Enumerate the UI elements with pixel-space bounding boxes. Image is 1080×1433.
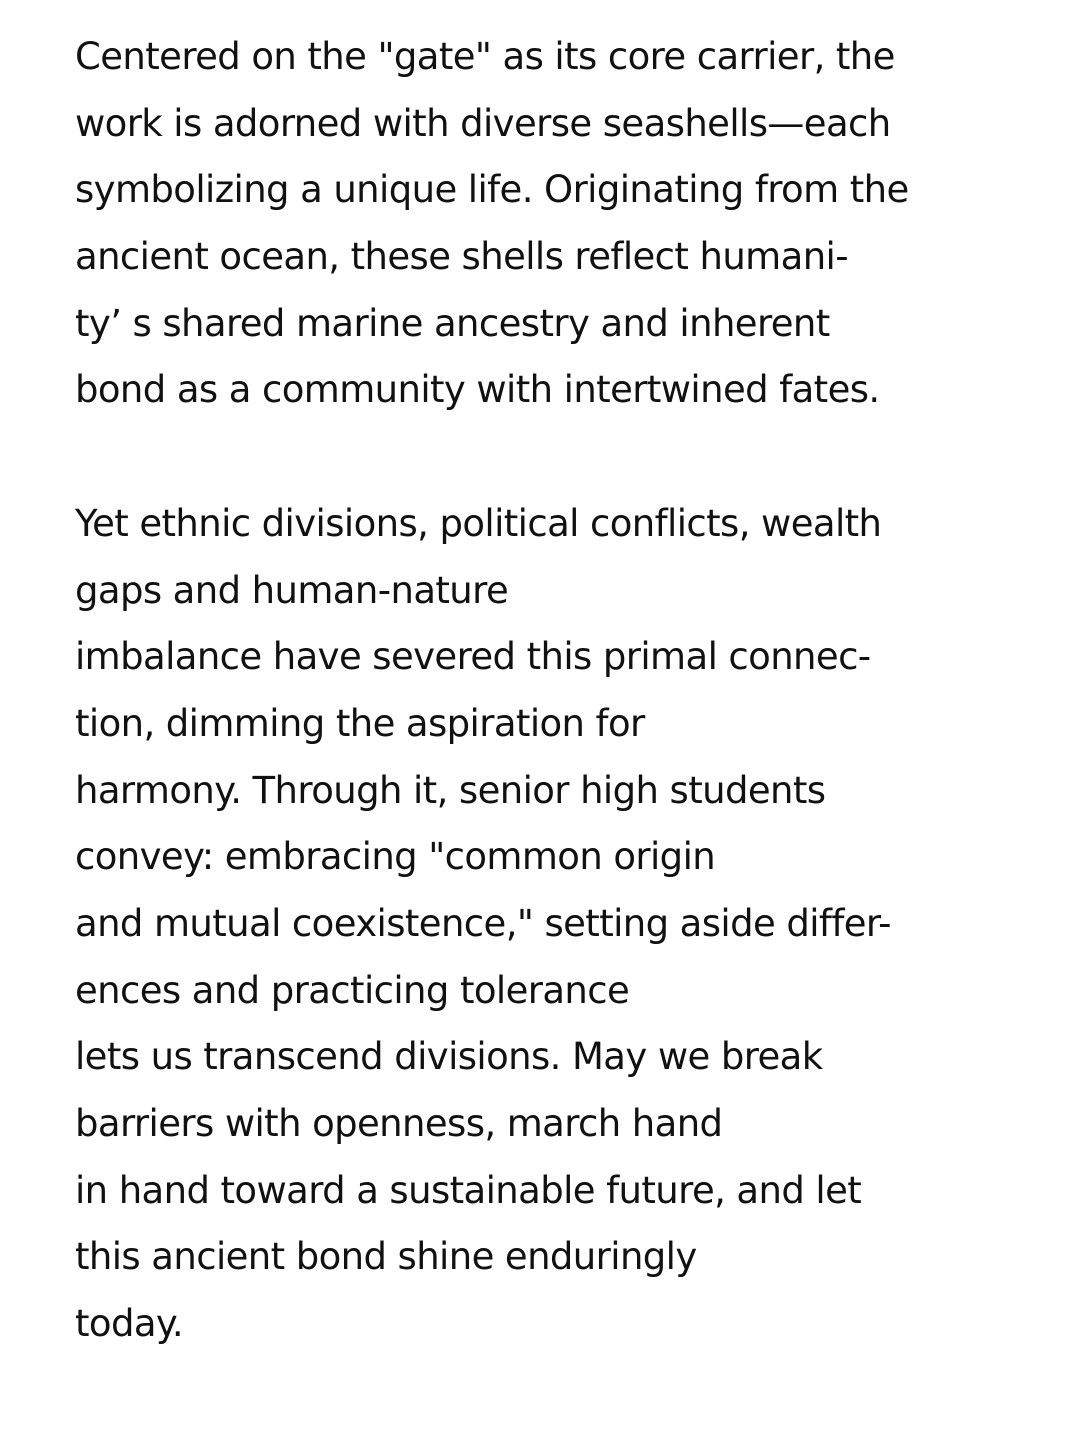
text-line: harmony. Through it, senior high students xyxy=(75,768,826,812)
text-line: Yet ethnic divisions, political conflicts, wealth xyxy=(75,501,882,545)
text-line: and mutual coexistence," setting aside differ- xyxy=(75,901,891,945)
text-line: ences and practicing tolerance xyxy=(75,968,630,1012)
text-line: work is adorned with diverse seashells—each xyxy=(75,101,891,145)
text-line: Centered on the "gate" as its core carrier, the xyxy=(75,35,895,78)
text-line: ty’ s shared marine ancestry and inherent xyxy=(75,301,830,345)
text-line: convey: embracing "common origin xyxy=(75,835,716,879)
paragraph-2 xyxy=(75,491,1035,1358)
text-line: imbalance have severed this primal connec- xyxy=(75,635,871,679)
text-line: gaps and human-nature xyxy=(75,568,509,612)
text-line: symbolizing a unique life. Originating from the xyxy=(75,168,909,212)
text-line: today. xyxy=(75,1302,184,1346)
text-line: bond as a community with intertwined fates. xyxy=(75,368,880,412)
text-line: tion, dimming the aspiration for xyxy=(75,701,645,745)
text-line: barriers with openness, march hand xyxy=(75,1102,723,1145)
paragraph-1 xyxy=(75,24,1035,424)
text-line: ancient ocean, these shells reflect humani- xyxy=(75,235,848,279)
paragraph-gap xyxy=(75,424,1035,491)
text-line: this ancient bond shine enduringly xyxy=(75,1235,697,1279)
text-line: lets us transcend divisions. May we break xyxy=(75,1035,823,1079)
text-line: in hand toward a sustainable future, and let xyxy=(75,1168,862,1212)
body-text xyxy=(75,24,1035,1358)
